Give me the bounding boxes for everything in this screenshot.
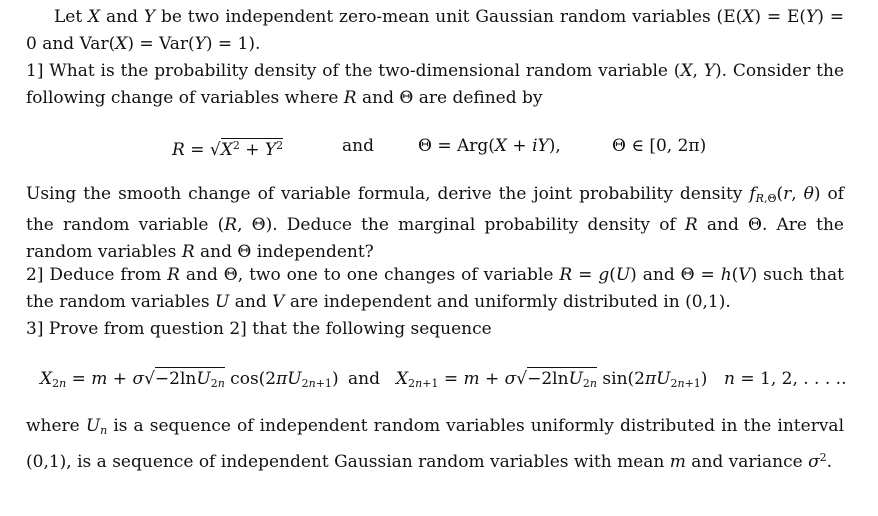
intro-paragraph: Let X and Y be two independent zero-mean unit Gaussian random variables (E(X) = E(Y) = 0 and Var(X) = Var(Y) = 1). <box>26 7 844 54</box>
question-2-paragraph: 2] Deduce from R and Θ, two one to one changes of variable R = g(U) and Θ = h(V) such that the random variables U and V are independent and uniformly distributed in (0,1). <box>26 265 844 312</box>
question-3-paragraph: 3] Prove from question 2] that the following sequence <box>26 319 492 339</box>
equation-and-1: and <box>342 136 374 156</box>
equation-x-even: $X_{2n} = m + \sigma√-2\ln U_{2n}$ $\cos(2\pi U_{2n+1})$ <box>40 369 339 390</box>
equation-r-definition: $R = √X^2 + Y^2$ <box>172 139 284 160</box>
equation-n-range: n = 1, 2, . . . .. <box>724 369 847 389</box>
equation-theta-range: Θ ∈ [0, 2π) <box>612 136 707 156</box>
equation-theta-definition: Θ = Arg(X + iY), <box>418 136 561 156</box>
equation-x-odd: $X_{2n+1} = m + \sigma√-2\ln U_{2n}$ $\sin(2\pi U_{2n+1})$ <box>396 369 708 390</box>
question-1-paragraph: 1] What is the probability density of the two-dimensional random variable (X, Y). Consider the following change of variables where R and Θ are defined by <box>26 61 845 108</box>
closing-paragraph: where $U_n$ is a sequence of independent random variables uniformly distributed in the interval (0,1), is a sequence of independent Gaussian random variables with mean m and variance $\sigma^2$. <box>26 416 845 472</box>
equation-and-2: and <box>348 369 380 389</box>
change-of-variable-paragraph: Using the smooth change of variable formula, derive the joint probability density $f_{R,\Theta}(r$, θ) of the random variable (R, Θ). Deduce the marginal probability density of R and Θ. Are the random variables R and Θ independent? <box>26 184 844 262</box>
